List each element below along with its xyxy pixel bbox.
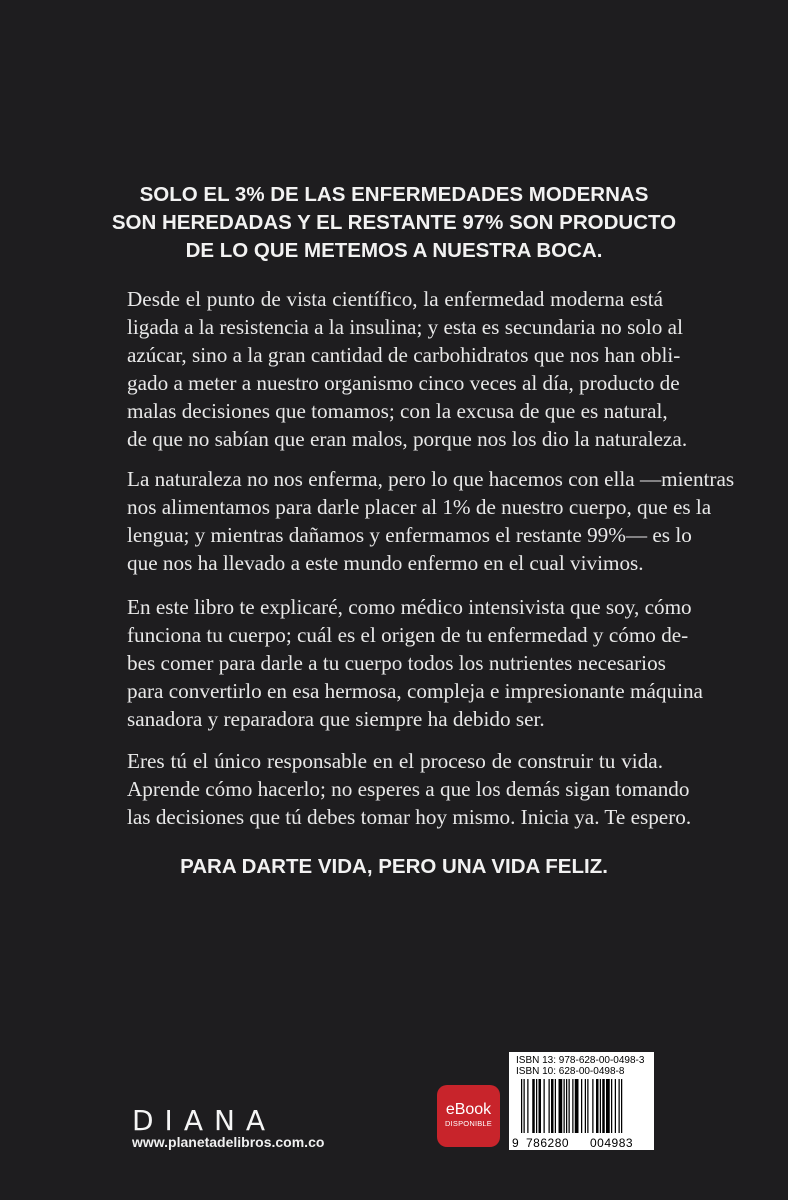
paragraph-line: malas decisiones que tomamos; con la excusa de que es natural, bbox=[127, 399, 668, 423]
closing-tagline: PARA DARTE VIDA, PERO UNA VIDA FELIZ. bbox=[180, 855, 608, 878]
headline-line: SOLO EL 3% DE LAS ENFERMEDADES MODERNAS bbox=[139, 183, 649, 206]
barcode-bar bbox=[587, 1079, 588, 1133]
barcode-bar bbox=[619, 1079, 620, 1133]
barcode-bar bbox=[602, 1079, 605, 1133]
barcode-bar bbox=[539, 1079, 542, 1133]
barcode-bar bbox=[575, 1079, 579, 1133]
barcode-bar bbox=[549, 1079, 550, 1133]
barcode-bars bbox=[509, 1079, 654, 1137]
barcode-bar bbox=[551, 1079, 554, 1133]
barcode-bar bbox=[524, 1079, 525, 1133]
barcode-digit-group: 9 bbox=[512, 1136, 520, 1150]
barcode-bar bbox=[527, 1079, 528, 1133]
synopsis-paragraph-1 bbox=[127, 285, 688, 453]
isbn-barcode bbox=[509, 1052, 654, 1150]
barcode-bar bbox=[621, 1079, 622, 1133]
ebook-badge-subtitle: DISPONIBLE bbox=[444, 1119, 492, 1128]
back-cover-headline bbox=[0, 181, 788, 265]
paragraph-line: azúcar, sino a la gran cantidad de carbohidratos que nos han obli- bbox=[127, 343, 681, 367]
paragraph-line: de que no sabían que eran malos, porque nos los dio la naturaleza. bbox=[127, 427, 688, 451]
synopsis-paragraph-4 bbox=[127, 747, 692, 831]
paragraph-line: funciona tu cuerpo; cuál es el origen de tu enfermedad y cómo de- bbox=[127, 623, 689, 647]
barcode-bar bbox=[536, 1079, 537, 1133]
barcode-bar bbox=[521, 1079, 522, 1133]
paragraph-line: gado a meter a nuestro organismo cinco veces al día, producto de bbox=[127, 371, 680, 395]
barcode-bar bbox=[615, 1079, 616, 1133]
barcode-digit-group: 004983 bbox=[590, 1136, 634, 1150]
barcode-bar bbox=[544, 1079, 545, 1133]
barcode-bar bbox=[606, 1079, 610, 1133]
paragraph-line: que nos ha llevado a este mundo enfermo en el cual vivimos. bbox=[127, 551, 644, 575]
paragraph-line: ligada a la resistencia a la insulina; y esta es secundaria no solo al bbox=[127, 315, 683, 339]
headline-line: DE LO QUE METEMOS A NUESTRA BOCA. bbox=[185, 239, 603, 262]
barcode-bar bbox=[572, 1079, 573, 1133]
barcode-bar bbox=[585, 1079, 586, 1133]
barcode-bar bbox=[596, 1079, 599, 1133]
paragraph-line: Eres tú el único responsable en el proceso de construir tu vida. bbox=[127, 749, 663, 773]
paragraph-line: En este libro te explicaré, como médico intensivista que soy, cómo bbox=[127, 595, 692, 619]
publisher-logo: DIANA bbox=[132, 1104, 277, 1137]
synopsis-paragraph-3 bbox=[127, 593, 703, 733]
paragraph-line: La naturaleza no nos enferma, pero lo que hacemos con ella —mientras bbox=[127, 467, 735, 491]
headline-line: SON HEREDADAS Y EL RESTANTE 97% SON PRODUCTO bbox=[111, 211, 677, 234]
isbn13-label: ISBN 13: 978-628-00-0498-3 bbox=[516, 1055, 645, 1066]
barcode-bar bbox=[611, 1079, 612, 1133]
isbn10-label: ISBN 10: 628-00-0498-8 bbox=[516, 1066, 625, 1077]
paragraph-line: las decisiones que tú debes tomar hoy mismo. Inicia ya. Te espero. bbox=[127, 805, 692, 829]
barcode-bar bbox=[559, 1079, 563, 1133]
ebook-available-badge bbox=[437, 1085, 500, 1147]
paragraph-line: para convertirlo en esa hermosa, compleja e impresionante máquina bbox=[127, 679, 703, 703]
barcode-bar bbox=[555, 1079, 556, 1133]
barcode-bar bbox=[569, 1079, 570, 1133]
ebook-badge-title: eBook bbox=[445, 1101, 492, 1118]
paragraph-line: Desde el punto de vista científico, la enfermedad moderna está bbox=[127, 287, 663, 311]
barcode-digit-group: 786280 bbox=[526, 1136, 570, 1150]
paragraph-line: lengua; y mientras dañamos y enfermamos el restante 99%— es lo bbox=[127, 523, 692, 547]
barcode-bar bbox=[600, 1079, 601, 1133]
barcode-bar bbox=[566, 1079, 567, 1133]
barcode-bar bbox=[532, 1079, 535, 1133]
barcode-bar bbox=[592, 1079, 593, 1133]
paragraph-line: Aprende cómo hacerlo; no esperes a que los demás sigan tomando bbox=[127, 777, 690, 801]
paragraph-line: sanadora y reparadora que siempre ha debido ser. bbox=[127, 707, 545, 731]
paragraph-line: bes comer para darle a tu cuerpo todos los nutrientes necesarios bbox=[127, 651, 666, 675]
paragraph-line: nos alimentamos para darle placer al 1% de nuestro cuerpo, que es la bbox=[127, 495, 712, 519]
barcode-bar bbox=[581, 1079, 582, 1133]
barcode-bar bbox=[564, 1079, 565, 1133]
publisher-url[interactable]: www.planetadelibros.com.co bbox=[132, 1134, 325, 1150]
synopsis-paragraph-2 bbox=[127, 465, 735, 577]
